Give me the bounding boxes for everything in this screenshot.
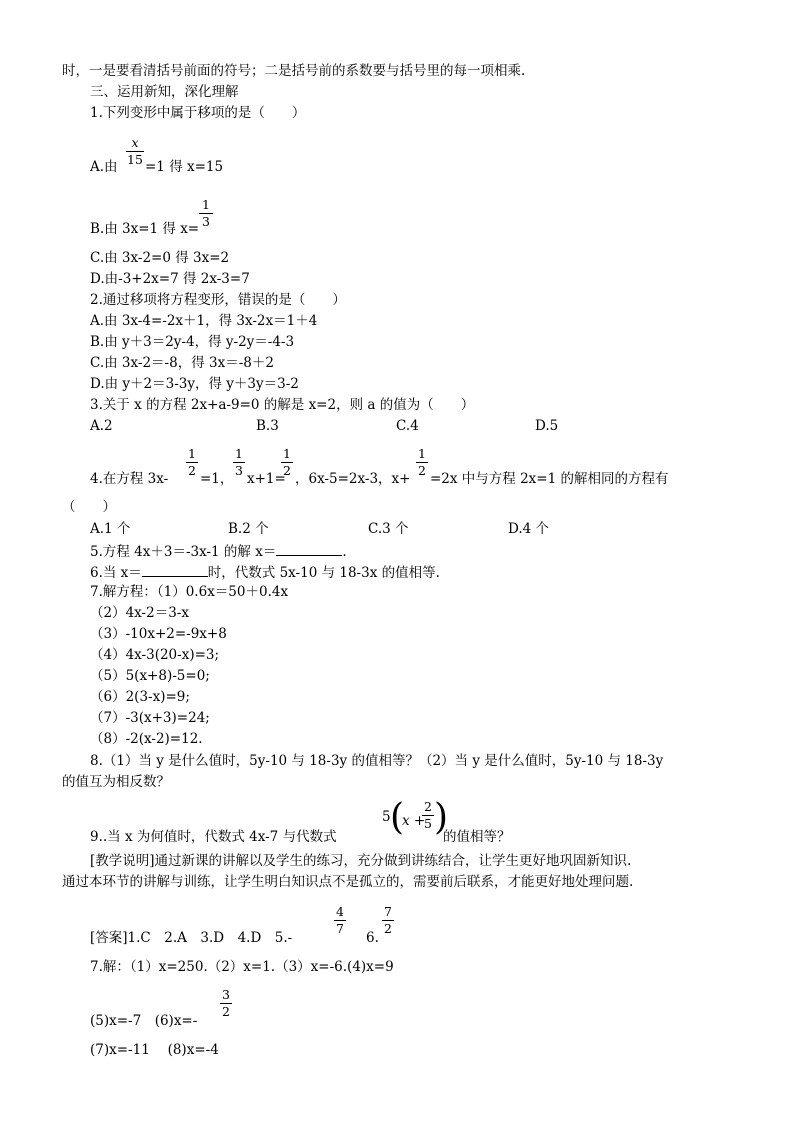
q6-text: 6.当 x＝	[90, 565, 142, 581]
q4-f4-den: 2	[418, 463, 426, 478]
answers-line-4: (7)x=-11 (8)x=-4	[90, 1042, 219, 1058]
q9-left-paren: (	[390, 797, 405, 838]
q1-b-denominator: 3	[202, 214, 210, 229]
answer-6-label: 6.	[366, 930, 379, 946]
q8-line-1: 8.（1）当 y 是什么值时，5y-10 与 18-3y 的值相等？（2）当 y 是什么值时，5y-10 与 18-3y	[90, 753, 664, 769]
q5-answer-blank[interactable]	[276, 541, 342, 556]
q9-fraction	[422, 800, 434, 831]
q1-stem: 1.下列变形中属于移项的是（ ）	[90, 105, 306, 121]
q5-text: 5.方程 4x＋3＝-3x-1 的解 x＝	[90, 544, 277, 560]
q4-fraction-2	[233, 447, 245, 478]
answer-7-6-den: 2	[222, 1004, 230, 1019]
q1-option-c: C.由 3x-2=0 得 3x=2	[90, 250, 230, 266]
q4-option-d: D.4 个	[508, 521, 550, 537]
q4-fraction-3	[281, 447, 293, 478]
answer-5-fraction	[334, 905, 346, 936]
answer-6-num: 7	[384, 904, 392, 919]
q9-num: 2	[424, 799, 432, 814]
intro-line: 时，一是要看清括号前面的符号；二是括号前的系数要与括号里的每一项相乘.	[62, 63, 526, 79]
q3-option-a: A.2	[90, 418, 113, 434]
q4-stem-part1: 4.在方程 3x-	[90, 471, 169, 487]
q5-end: .	[342, 544, 347, 560]
q7-stem: 7.解方程：（1）0.6x＝50＋0.4x	[90, 584, 289, 600]
answers-line-1: [答案]1.C 2.A 3.D 4.D 5.-	[90, 930, 293, 946]
q1-option-b: B.由 3x=1 得 x=	[90, 221, 200, 237]
q9-den: 5	[424, 816, 432, 831]
q1-option-a-pre: A.由	[90, 159, 118, 175]
q4-stem-part3: x+1=	[247, 471, 286, 487]
q1-a-numerator: x	[131, 135, 139, 150]
q4-f2-num: 1	[235, 446, 243, 461]
answer-7-6-fraction	[220, 988, 232, 1019]
q7-item-8: （8）-2(x-2)=12.	[90, 731, 203, 747]
section-heading: 三、运用新知，深化理解	[90, 84, 239, 100]
teaching-note-line-2: 通过本环节的讲解与训练，让学生明白知识点不是孤立的，需要前后联系，才能更好地处理问题.	[62, 874, 634, 890]
q4-f1-den: 2	[188, 463, 196, 478]
q4-f4-num: 1	[418, 446, 426, 461]
q2-option-c: C.由 3x-2＝-8，得 3x＝-8＋2	[90, 355, 274, 371]
answer-5-den: 7	[336, 921, 344, 936]
q4-paren: （ ）	[62, 499, 116, 515]
q4-stem-part2: =1，	[200, 471, 234, 487]
q6-answer-blank[interactable]	[142, 562, 208, 577]
q4-option-b: B.2 个	[228, 521, 269, 537]
q2-option-b: B.由 y＋3＝2y-4，得 y-2y＝-4-3	[90, 334, 295, 350]
q9-text: 9..当 x 为何值时，代数式 4x-7 与代数式	[90, 829, 337, 845]
q1-b-fraction	[199, 198, 213, 229]
q7-item-6: （6）2(3-x)=9;	[90, 689, 190, 705]
q7-item-5: （5）5(x+8)-5=0;	[90, 668, 210, 684]
q4-option-a: A.1 个	[90, 521, 131, 537]
answer-5-num: 4	[336, 904, 344, 919]
q1-option-d: D.由-3+2x=7 得 2x-3=7	[90, 271, 250, 287]
answer-6-fraction	[382, 905, 394, 936]
q4-f3-num: 1	[283, 446, 291, 461]
q3-stem: 3.关于 x 的方程 2x+a-9=0 的解是 x=2，则 a 的值为（ ）	[90, 397, 475, 413]
q5	[90, 541, 347, 561]
q4-f3-den: 2	[283, 463, 291, 478]
q4-f1-num: 1	[188, 446, 196, 461]
q9-right-paren: )	[434, 797, 449, 838]
answers-line-2: 7.解：（1）x=250.（2）x=1.（3）x=-6.(4)x=9	[90, 959, 394, 975]
q4-stem-part5: =2x 中与方程 2x=1 的解相同的方程有	[430, 471, 669, 487]
q4-fraction-4	[416, 447, 428, 478]
q9-tail: 的值相等？	[443, 829, 511, 845]
q9-coefficient: 5	[382, 809, 391, 825]
q2-option-d: D.由 y＋2＝3-3y，得 y＋3y＝3-2	[90, 376, 299, 392]
answer-6-den: 2	[384, 921, 392, 936]
answer-7-6-num: 3	[222, 987, 230, 1002]
q1-a-denominator: 15	[127, 152, 143, 167]
q3-option-c: C.4	[396, 418, 419, 434]
q7-item-7: （7）-3(x+3)=24;	[90, 710, 210, 726]
q7-item-2: （2）4x-2＝3-x	[90, 605, 189, 621]
q2-stem: 2.通过移项将方程变形，错误的是（ ）	[90, 292, 346, 308]
q7-item-3: （3）-10x+2=-9x+8	[90, 626, 227, 642]
q7-item-4: （4）4x-3(20-x)=3;	[90, 647, 220, 663]
q3-option-d: D.5	[535, 418, 559, 434]
teaching-note-line-1: [教学说明]通过新课的讲解以及学生的练习，充分做到讲练结合，让学生更好地巩固新知识.	[90, 853, 632, 869]
q6-end: 时，代数式 5x-10 与 18-3x 的值相等.	[207, 565, 440, 581]
q8-line-2: 的值互为相反数？	[62, 774, 170, 790]
q4-fraction-1	[186, 447, 198, 478]
q6	[90, 562, 440, 582]
q1-a-fraction	[126, 136, 144, 167]
q1-option-a-post: =1 得 x=15	[145, 159, 224, 175]
answers-line-3: (5)x=-7 (6)x=-	[90, 1013, 198, 1029]
q2-option-a: A.由 3x-4=-2x＋1，得 3x-2x＝1＋4	[90, 313, 318, 329]
q9-inner: x +	[402, 813, 426, 829]
q1-b-numerator: 1	[202, 197, 210, 212]
q3-option-b: B.3	[256, 418, 279, 434]
q4-stem-part4: ，6x-5=2x-3，x+	[295, 471, 411, 487]
q4-option-c: C.3 个	[368, 521, 409, 537]
q4-f2-den: 3	[235, 463, 243, 478]
